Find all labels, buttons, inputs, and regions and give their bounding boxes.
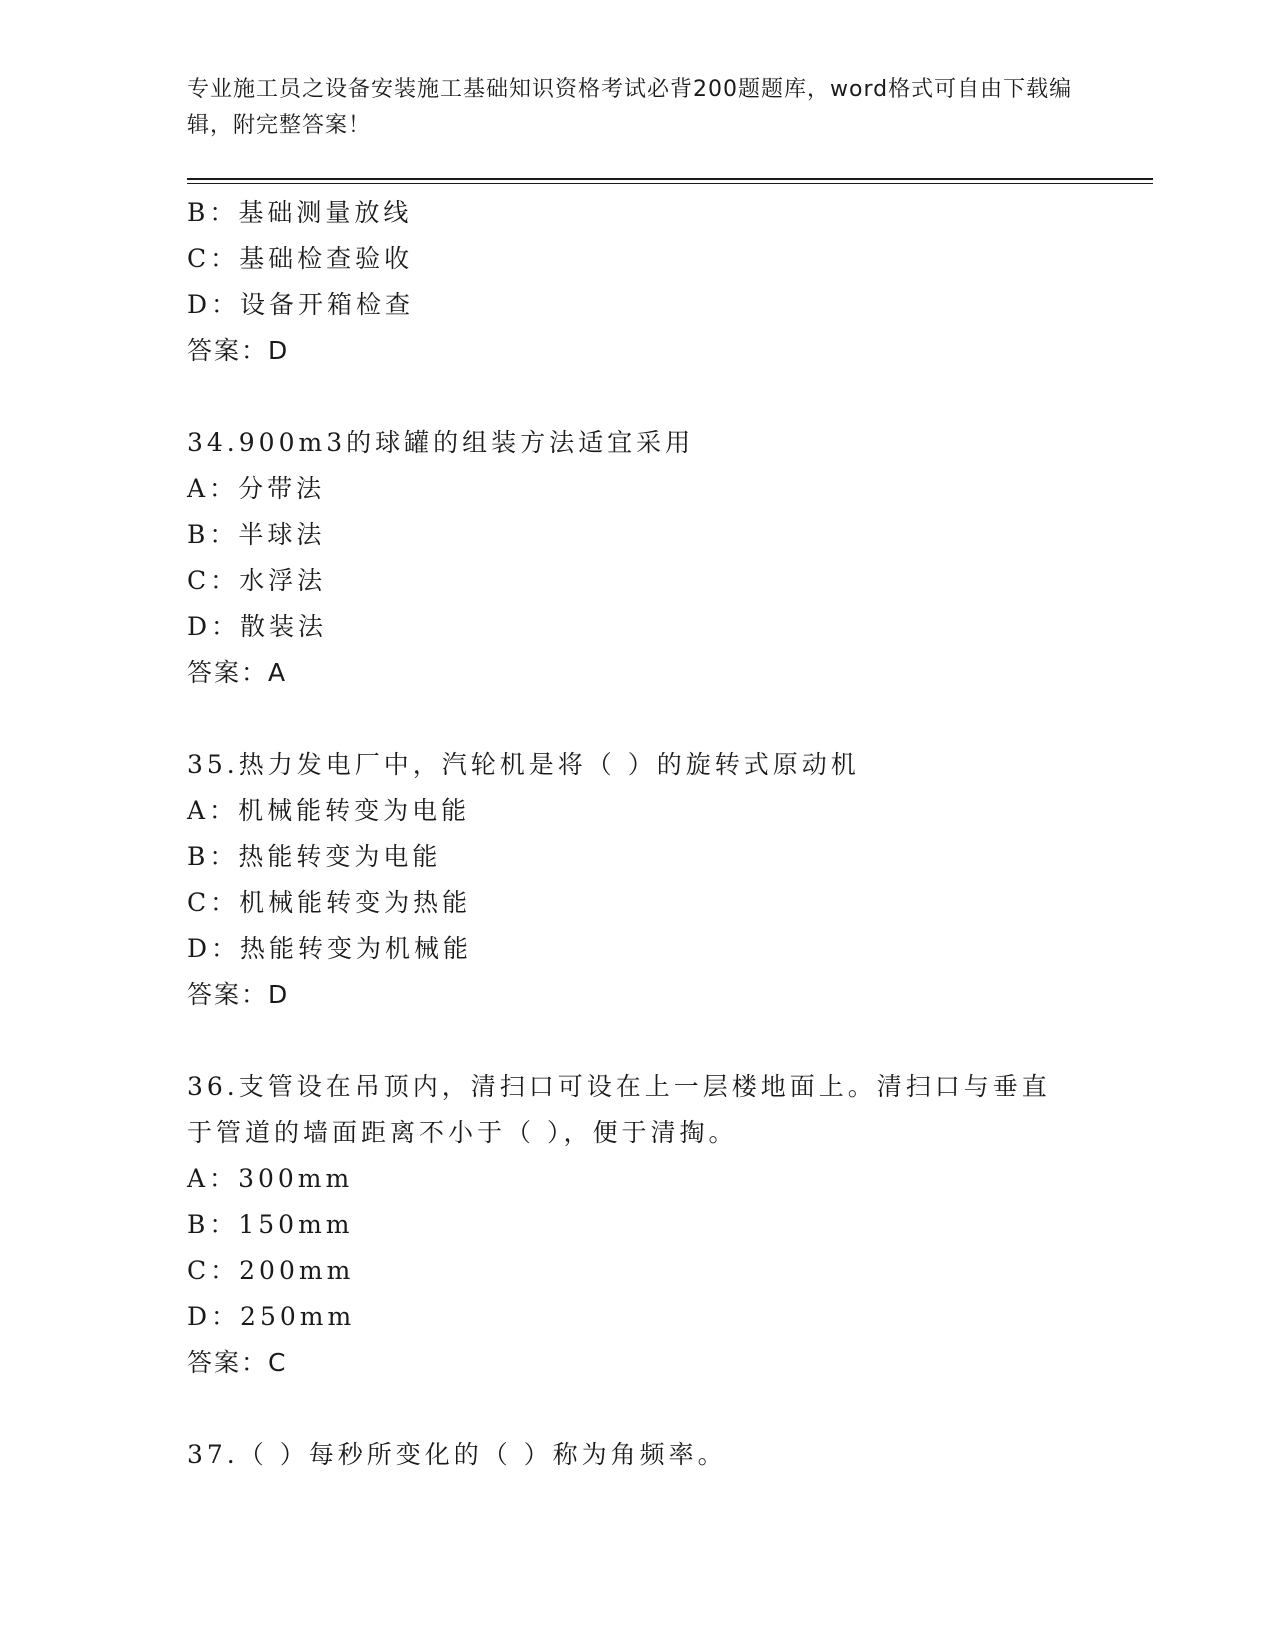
option-label: B： <box>187 842 239 871</box>
question-37 <box>187 1432 1087 1478</box>
spacer <box>187 374 1087 420</box>
option-label: D： <box>187 290 241 319</box>
option-d <box>187 604 1087 650</box>
option-c <box>187 236 1087 282</box>
option-text: 热能转变为机械能 <box>240 934 473 963</box>
option-label: A： <box>187 474 239 503</box>
option-label: D： <box>187 1302 241 1331</box>
option-label: B： <box>187 1210 239 1239</box>
option-label: A： <box>187 796 239 825</box>
option-d <box>187 926 1087 972</box>
option-text: 半球法 <box>238 520 326 549</box>
question-stem <box>187 1432 1087 1478</box>
option-b <box>187 834 1087 880</box>
header-title: 专业施工员之设备安装施工基础知识资格考试必背200题题库，word格式可自由下载编辑，附完整答案！ <box>187 77 1073 138</box>
option-text: 300mm <box>238 1164 354 1193</box>
option-a <box>187 1156 1087 1202</box>
option-label: C： <box>187 1256 240 1285</box>
answer: 答案：D <box>187 336 290 365</box>
option-label: C： <box>187 566 240 595</box>
option-label: B： <box>187 520 239 549</box>
option-text: 150mm <box>238 1210 354 1239</box>
option-text: 200mm <box>239 1256 355 1285</box>
question-text: 900m3的球罐的组装方法适宜采用 <box>238 428 695 457</box>
question-number: 34. <box>187 428 239 457</box>
option-d <box>187 1294 1087 1340</box>
option-c <box>187 1248 1087 1294</box>
header-rule-bottom <box>187 183 1153 184</box>
option-label: D： <box>187 612 241 641</box>
question-number: 36. <box>187 1072 239 1101</box>
question-35 <box>187 742 1087 1018</box>
option-b <box>187 512 1087 558</box>
question-text: 热力发电厂中，汽轮机是将（ ）的旋转式原动机 <box>238 750 860 779</box>
option-a <box>187 466 1087 512</box>
option-b <box>187 1202 1087 1248</box>
option-text: 250mm <box>240 1302 356 1331</box>
answer: 答案：C <box>187 1348 288 1377</box>
question-number: 37. <box>187 1440 239 1469</box>
option-label: C： <box>187 888 240 917</box>
question-36 <box>187 1064 1087 1386</box>
option-text: 热能转变为电能 <box>238 842 442 871</box>
option-label: A： <box>187 1164 239 1193</box>
option-label: B： <box>187 198 239 227</box>
option-text: 基础测量放线 <box>238 198 413 227</box>
option-label: D： <box>187 934 241 963</box>
option-text: 散装法 <box>240 612 328 641</box>
option-text: 基础检查验收 <box>239 244 414 273</box>
question-partial <box>187 190 1087 374</box>
option-c <box>187 558 1087 604</box>
document-header <box>187 72 1077 144</box>
answer: 答案：D <box>187 980 290 1009</box>
question-list <box>187 190 1087 1478</box>
option-text: 机械能转变为热能 <box>239 888 472 917</box>
question-stem <box>187 1064 1067 1156</box>
option-text: 机械能转变为电能 <box>238 796 471 825</box>
spacer <box>187 1018 1087 1064</box>
option-b <box>187 190 1087 236</box>
question-stem <box>187 742 1087 788</box>
option-a <box>187 788 1087 834</box>
question-stem <box>187 420 1087 466</box>
option-d <box>187 282 1087 328</box>
spacer <box>187 1386 1087 1432</box>
question-34 <box>187 420 1087 696</box>
question-text: 支管设在吊顶内，清扫口可设在上一层楼地面上。清扫口与垂直于管道的墙面距离不小于（ ），便于清掏。 <box>187 1072 1051 1147</box>
question-number: 35. <box>187 750 239 779</box>
question-text: （ ）每秒所变化的（ ）称为角频率。 <box>238 1440 727 1469</box>
header-rule-top <box>187 178 1153 180</box>
option-text: 水浮法 <box>239 566 327 595</box>
spacer <box>187 696 1087 742</box>
answer: 答案：A <box>187 658 288 687</box>
option-c <box>187 880 1087 926</box>
option-text: 设备开箱检查 <box>240 290 415 319</box>
option-label: C： <box>187 244 240 273</box>
option-text: 分带法 <box>238 474 326 503</box>
